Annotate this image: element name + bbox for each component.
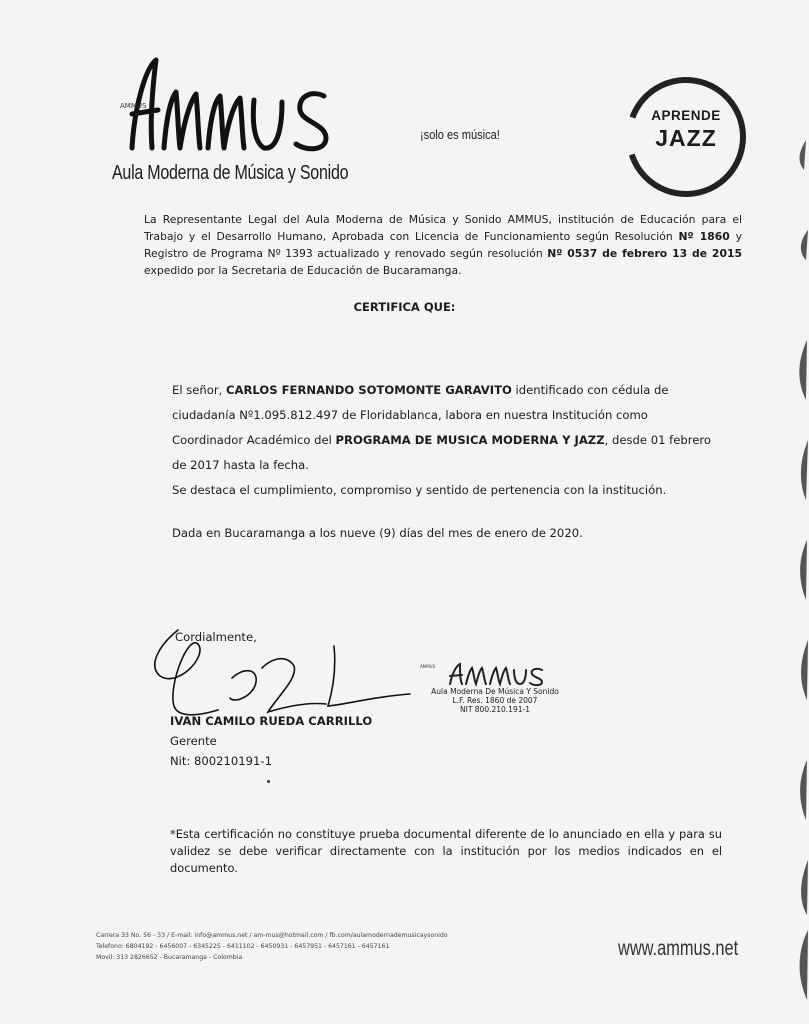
stamp-logo-word: AMMUS [420, 664, 436, 669]
website: www.ammus.net [618, 937, 739, 960]
program-name: PROGRAMA DE MUSICA MODERNA Y JAZZ [335, 433, 605, 447]
ammus-logo [112, 52, 362, 162]
body-line-2: Se destaca el cumplimiento, compromiso y sentido de pertenencia con la institución. [172, 483, 667, 497]
footer-contact: Carrera 33 No. 56 - 33 / E-mail: info@ammus.net / am-mus@hotmail.com / fb.com/aulamodernademusicaysonido Telefono: 6804192 - 6456007 - 6345225 - 6411102 - 6450931 - 6457951 - 6457161 - 6457161 Movil: 313 2826652 - Bucaramanga - Colombia [96, 932, 448, 961]
stamp-logo [420, 658, 570, 688]
certifica-title: CERTIFICA QUE: [353, 300, 456, 314]
signer-role: Gerente [170, 734, 217, 748]
disclaimer: *Esta certificación no constituye prueba documental diferente de lo anunciado en ella y para su validez se debe verificar directamente con la institución por los medios indicados en el documento. [170, 827, 722, 875]
school-name: Aula Moderna de Música y Sonido [112, 162, 349, 184]
badge-bottom-text: JAZZ [655, 125, 717, 151]
intro-paragraph: La Representante Legal del Aula Moderna de Música y Sonido AMMUS, institución de Educación para el Trabajo y el Desarrollo Humano, Aprobada con Licencia de Funcionamiento según Resolución Nº 1860 y Registro de Programa Nº 1393 actualizado y renovado según resolución Nº 0537 de febrero 13 de 2015 expedido por la Secretaria de Educación de Bucaramanga. [144, 213, 742, 277]
closing-date: Dada en Bucaramanga a los nueve (9) días del mes de enero de 2020. [172, 526, 583, 540]
scan-edge-artifacts [770, 0, 809, 1024]
badge-top-text: APRENDE [651, 108, 721, 123]
slogan: ¡solo es música! [420, 127, 500, 142]
body-paragraph: El señor, CARLOS FERNANDO SOTOMONTE GARAVITO identificado con cédula de ciudadanía Nº1.095.812.497 de Floridablanca, labora en nuestra Institución como Coordinador Académico del PROGRAMA DE MUSICA MODERNA Y JAZZ, desde 01 febrero de 2017 hasta la fecha. Se destaca el cumplimiento, compromiso y sentido de pertenencia con la institución. [172, 383, 711, 497]
speck [267, 780, 270, 783]
greeting: Cordialmente, [175, 630, 257, 644]
signer-nit: Nit: 800210191-1 [170, 754, 272, 768]
aprende-jazz-badge [623, 74, 749, 200]
logo-word: AMMUS [120, 102, 147, 110]
stamp-text: Aula Moderna De Música Y Sonido L.F. Res. 1860 de 2007 NIT 800.210.191-1 [431, 687, 559, 714]
signer-name: IVAN CAMILO RUEDA CARRILLO [170, 714, 373, 728]
signer-block [170, 711, 372, 771]
employee-name: CARLOS FERNANDO SOTOMONTE GARAVITO [225, 383, 512, 397]
